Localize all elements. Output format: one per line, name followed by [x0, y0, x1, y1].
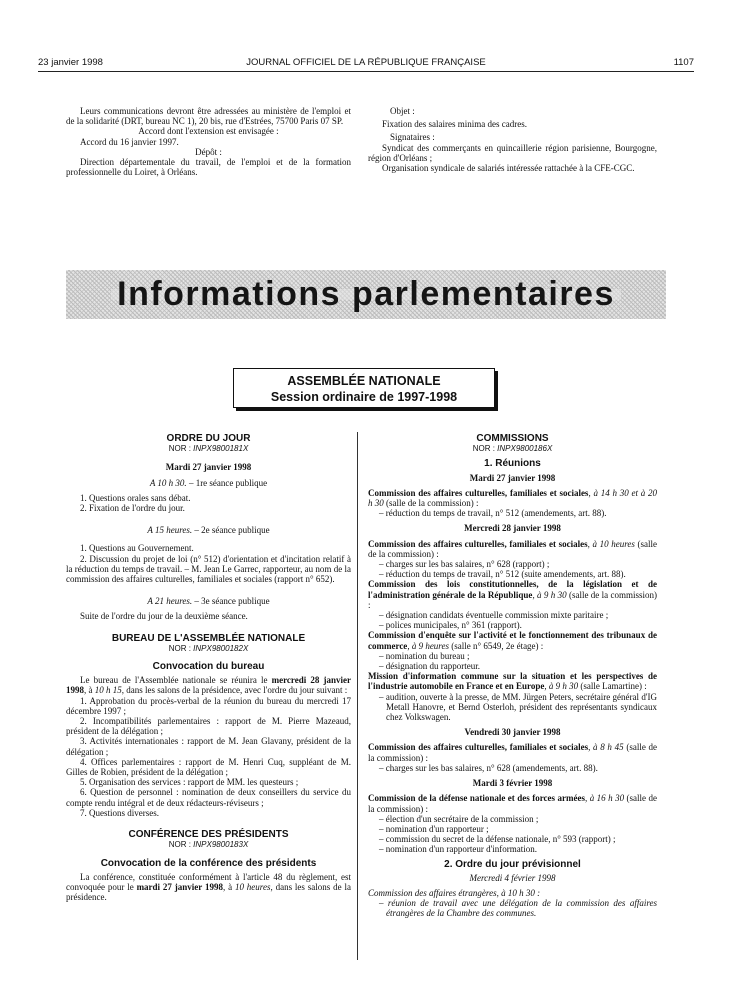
bureau-item: 6. Question de personnel : nomination de deux conseillers du service du compte rendu intégral et de deux rédacteurs-réviseurs ;	[66, 787, 351, 808]
bureau-item: 5. Organisation des services : rapport de MM. les questeurs ;	[80, 777, 299, 788]
bureau-title: BUREAU DE L'ASSEMBLÉE NATIONALE	[111, 632, 306, 644]
agenda-item: 1. Questions orales sans débat.	[80, 492, 191, 503]
meeting-date: Mardi 3 février 1998	[472, 778, 553, 789]
banner-title: Informations parlementaires	[111, 289, 621, 299]
commission-entry: Commission des affaires culturelles, familiales et sociales, à 8 h 45 (salle de la commission) :	[368, 742, 658, 763]
commission-item: – charges sur les bas salaires, n° 628 (amendements, art. 88).	[379, 762, 598, 773]
nor-line: NOR : INPX9800186X	[472, 444, 553, 454]
ordre-du-jour-title: ORDRE DU JOUR	[166, 433, 251, 444]
nor-line: NOR : INPX9800183X	[168, 840, 249, 850]
top-right-block	[368, 106, 657, 173]
commission-entry: Mission d'information commune sur la situation et les perspectives de l'industrie automobile en France et en Europe, à 9 h 30 (salle Lamartine) :	[368, 671, 657, 692]
nor-line: NOR : INPX9800182X	[168, 643, 249, 653]
seance-heading: A 15 heures. – 2e séance publique	[147, 525, 270, 536]
ordre-previsionnel-title: 2. Ordre du jour prévisionnel	[444, 858, 581, 870]
section-banner	[66, 270, 666, 319]
top-left-para: Accord du 16 janvier 1997.	[80, 136, 179, 147]
seance-heading: A 21 heures. – 3e séance publique	[147, 596, 270, 607]
commission-item: – désignation du rapporteur.	[379, 661, 480, 672]
bureau-item: 1. Approbation du procès-verbal de la réunion du bureau du mercredi 17 décembre 1997 ;	[66, 695, 351, 716]
box-title: ASSEMBLÉE NATIONALE	[287, 374, 441, 388]
header-rule	[38, 71, 694, 72]
top-right-para: Objet :	[390, 106, 415, 116]
commission-item: – désignation candidats éventuelle commission mixte paritaire ;	[379, 610, 609, 621]
agenda-item: 1. Questions au Gouvernement.	[80, 543, 194, 554]
reunions-title: 1. Réunions	[484, 458, 541, 470]
agenda-item: 2. Discussion du projet de loi (n° 512) d'orientation et d'incitation relatif à la réduction du temps de travail. – M. Jean Le Garrec, rapporteur, au nom de la commission des affaires culturelles, familiales et sociales (rapport n° 652).	[66, 553, 351, 585]
bureau-item: 7. Questions diverses.	[80, 807, 159, 818]
right-column	[368, 434, 657, 919]
agenda-item: Suite de l'ordre du jour de la deuxième séance.	[80, 611, 248, 622]
top-right-para: Syndicat des commerçants en quincaillerie région parisienne, Bourgogne, région d'Orléans ;	[368, 142, 657, 163]
top-right-para: Fixation des salaires minima des cadres.	[382, 119, 527, 130]
bureau-item: 4. Offices parlementaires : rapport de M. Henri Cuq, suppléant de M. Gilles de Robien, président de la délégation ;	[66, 756, 351, 778]
commission-entry: Commission d'enquête sur l'activité et le fonctionnement des tribunaux de commerce, à 9 heures (salle n° 6549, 2e étage) :	[368, 630, 657, 651]
agenda-item: 2. Fixation de l'ordre du jour.	[80, 503, 185, 514]
commission-entry: Commission des affaires culturelles, familiales et sociales, à 10 heures (salle de la commission) :	[368, 538, 657, 559]
bureau-item: 2. Incompatibilités parlementaires : rapport de M. Pierre Mazeaud, président de la délégation ;	[66, 716, 351, 737]
commission-item: – réunion de travail avec une délégation de la commission des affaires étrangères de la Chambre des communes.	[379, 898, 657, 919]
commission-item: – nomination d'un rapporteur d'information.	[379, 844, 537, 855]
commission-entry: Commission des affaires culturelles, familiales et sociales, à 14 h 30 et à 20 h 30 (salle de la commission) :	[368, 487, 658, 509]
commissions-title: COMMISSIONS	[476, 433, 549, 444]
meeting-date: Mercredi 4 février 1998	[469, 872, 556, 883]
meeting-date: Vendredi 30 janvier 1998	[464, 727, 561, 738]
convocation-bureau-title: Convocation du bureau	[152, 661, 265, 673]
nor-line: NOR : INPX9800181X	[168, 444, 249, 454]
assemblee-box	[233, 368, 495, 408]
convocation-conference-title: Convocation de la conférence des présidents	[100, 857, 317, 869]
top-left-block	[66, 106, 351, 177]
top-left-para: Dépôt :	[195, 146, 222, 157]
page-header	[38, 58, 694, 70]
conference-title: CONFÉRENCE DES PRÉSIDENTS	[128, 829, 289, 841]
conference-text: La conférence, constituée conformément à l'article 48 du règlement, est convoquée pour le mardi 27 janvier 1998, à 10 heures, dans les salons de la présidence.	[66, 871, 351, 903]
header-date: 23 janvier 1998	[38, 57, 103, 68]
commission-entry: Commission des lois constitutionnelles, de la législation et de l'administration générale de la République, à 9 h 30 (salle de la commission) :	[368, 579, 658, 610]
commission-entry: Commission de la défense nationale et des forces armées, à 16 h 30 (salle de la commission) :	[368, 793, 657, 814]
commission-item: – polices municipales, n° 361 (rapport).	[379, 620, 522, 631]
commission-item: – nomination d'un rapporteur ;	[379, 823, 489, 834]
top-right-para: Organisation syndicale de salariés intéressée rattachée à la CFE-CGC.	[382, 163, 635, 174]
commission-item: – charges sur les bas salaires, n° 628 (rapport) ;	[379, 559, 550, 570]
bureau-item: 3. Activités internationales : rapport de M. Jean Glavany, président de la délégation ;	[66, 736, 351, 757]
top-right-para: Signataires :	[390, 132, 435, 143]
commission-item: – audition, ouverte à la presse, de MM. Jürgen Peters, secrétaire général d'IG Metall Hanovre, et Bernd Osterloh, président des représentants syndicaux chez Volkswagen.	[379, 691, 657, 723]
left-column	[66, 434, 351, 902]
commission-item: – nomination du bureau ;	[379, 650, 470, 661]
top-left-para: Leurs communications devront être adressées au ministère de l'emploi et de la solidarité (DRT, bureau NC 1), 20 bis, rue d'Estrées, 75700 Paris 07 SP.	[66, 106, 351, 127]
box-subtitle: Session ordinaire de 1997-1998	[270, 390, 458, 404]
top-left-para: Accord dont l'extension est envisagée :	[138, 126, 279, 137]
meeting-date: Mercredi 28 janvier 1998	[464, 523, 561, 534]
commission-item: – réduction du temps de travail, n° 512 (suite amendements, art. 88).	[379, 569, 626, 580]
commission-item: – élection d'un secrétaire de la commission ;	[379, 813, 539, 824]
header-journal-title: JOURNAL OFFICIEL DE LA RÉPUBLIQUE FRANÇAISE	[246, 57, 486, 68]
convocation-text: Le bureau de l'Assemblée nationale se réunira le mercredi 28 janvier 1998, à 10 h 15, dans les salons de la présidence, avec l'ordre du jour suivant :	[66, 675, 351, 696]
commission-item: – commission du secret de la défense nationale, n° 593 (rapport) ;	[379, 834, 616, 845]
commission-entry: Commission des affaires étrangères, à 10 h 30 :	[368, 887, 541, 898]
column-divider	[357, 432, 358, 960]
top-left-para: Direction départementale du travail, de l'emploi et de la formation professionnelle du Loiret, à Orléans.	[66, 157, 351, 178]
seance-heading: A 10 h 30. – 1re séance publique	[149, 477, 268, 488]
header-page-number: 1107	[673, 57, 694, 68]
session-date: Mardi 27 janvier 1998	[165, 462, 252, 473]
commission-item: – réduction du temps de travail, n° 512 (amendements, art. 88).	[379, 508, 607, 519]
meeting-date: Mardi 27 janvier 1998	[469, 472, 556, 483]
